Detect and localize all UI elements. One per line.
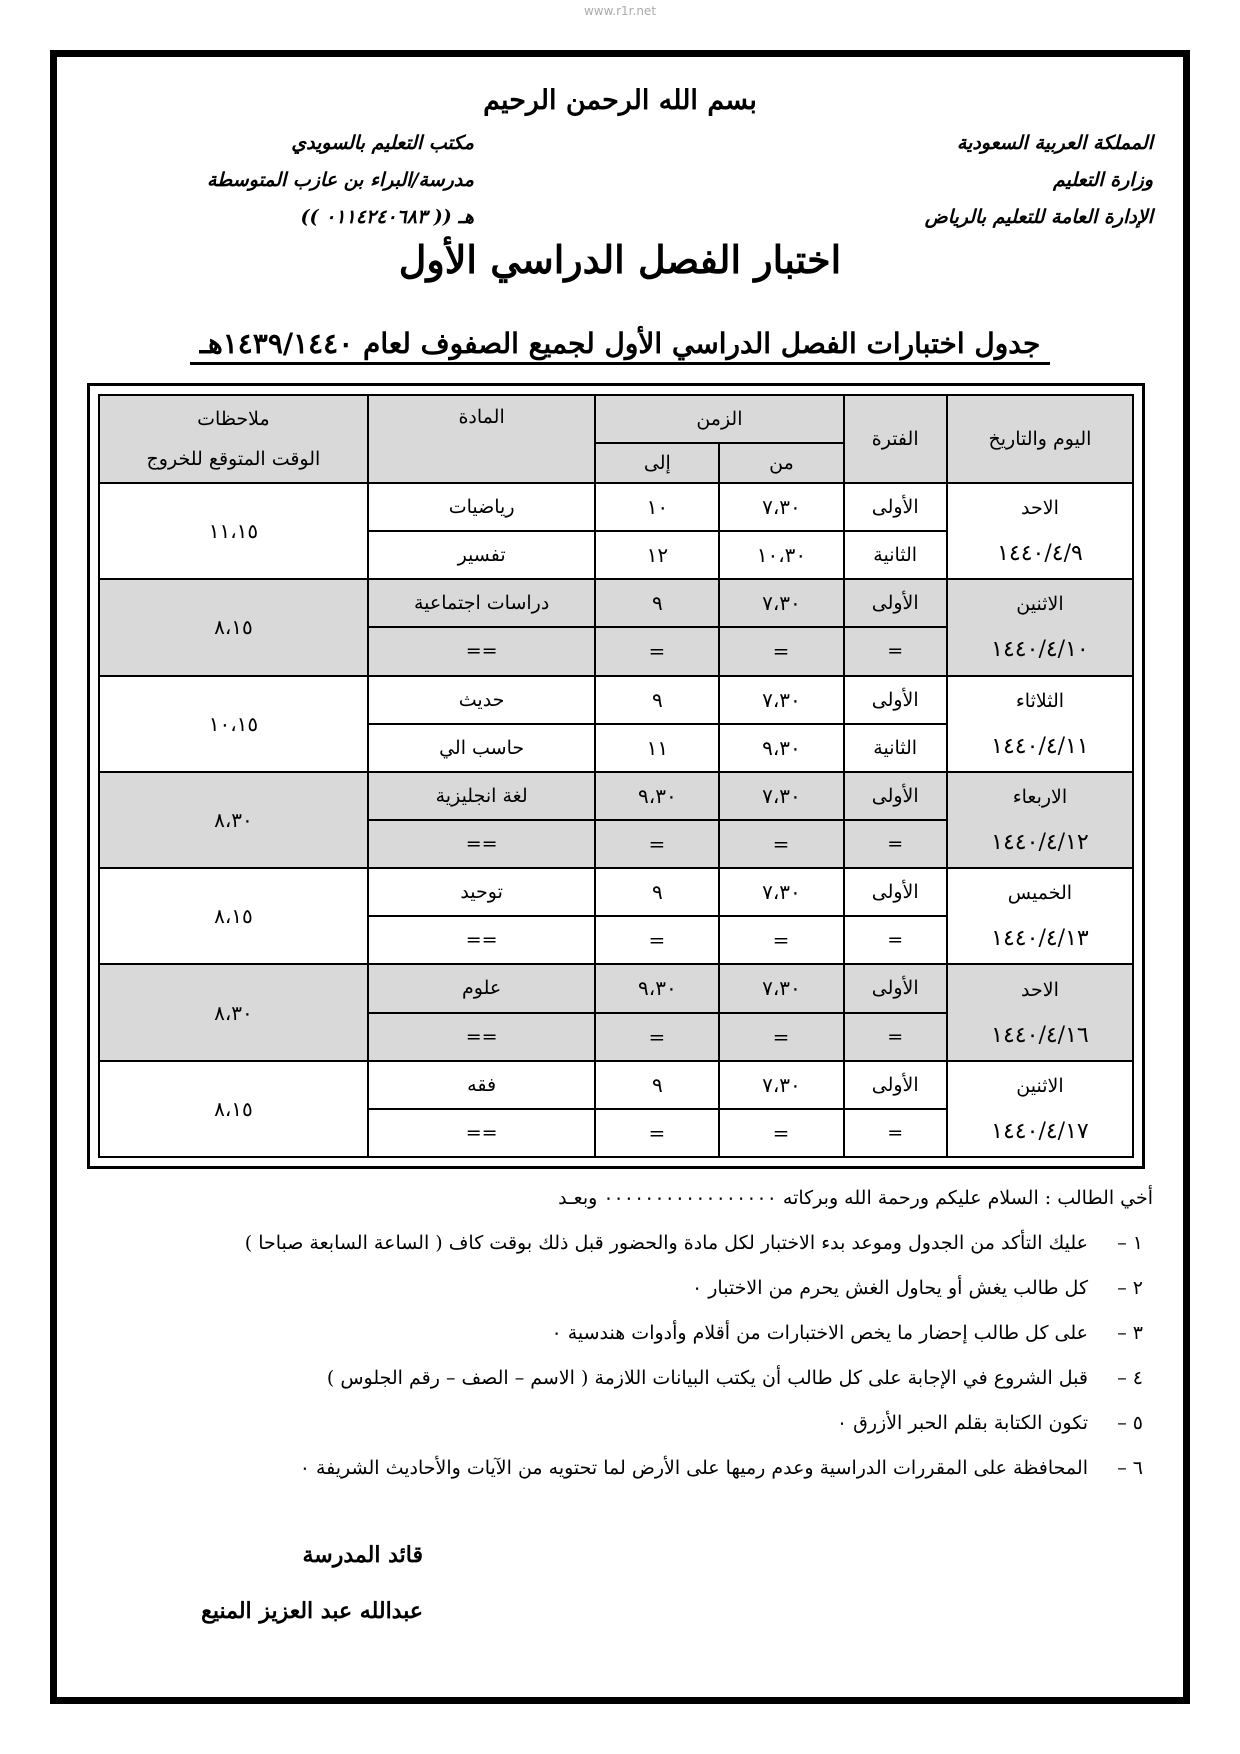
day-name: الاثنين [1016,593,1064,616]
instructions [83,1183,1153,1491]
time-to-cell: ٩،٣٠ [595,772,719,820]
period-cell: = [844,1013,947,1061]
period-cell: الأولى [844,579,947,627]
header-country: المملكة العربية السعودية [956,132,1153,154]
time-from-cell: ٧،٣٠ [719,483,843,531]
header-notes-title: ملاحظات [197,408,270,430]
exam-date: ١٤٤٠/٤/١١ [991,733,1089,759]
exam-date: ١٤٤٠/٤/٩ [997,541,1083,567]
table-row [99,579,1133,627]
time-from-cell: = [719,820,843,868]
subject-cell: علوم [368,964,595,1012]
time-to-cell: = [595,1109,719,1157]
time-to-cell: ٩،٣٠ [595,964,719,1012]
exam-date: ١٤٤٠/٤/١٢ [991,829,1089,855]
signature-name: عبدالله عبد العزيز المنيع [201,1598,423,1624]
header-office: مكتب التعليم بالسويدي [291,132,474,154]
rule-number: ٦ – [1117,1457,1143,1479]
watermark: www.r1r.net [583,4,657,18]
exam-date: ١٤٤٠/٤/١٦ [991,1022,1089,1048]
rule-item [83,1311,1153,1356]
period-cell: = [844,627,947,675]
day-name: الاحد [1021,978,1059,1001]
rule-number: ٢ – [1117,1277,1143,1299]
table-row [99,676,1133,724]
rule-number: ٤ – [1117,1367,1143,1389]
rule-text: على كل طالب إحضار ما يخص الاختبارات من أقلام وأدوات هندسية ٠ [551,1322,1088,1344]
time-from-cell: ٩،٣٠ [719,724,843,772]
day-name: الاربعاء [1012,785,1068,808]
exit-time-cell: ٨،٣٠ [99,772,368,868]
header-day-date: اليوم والتاريخ [947,395,1133,483]
rule-text: عليك التأكد من الجدول وموعد بدء الاختبار لكل مادة والحضور قبل ذلك بوقت كاف ( الساعة السابعة صباحا ) [244,1232,1088,1254]
time-to-cell: ٩ [595,868,719,916]
period-cell: الأولى [844,676,947,724]
time-to-cell: = [595,916,719,964]
rule-number: ١ – [1117,1232,1143,1254]
day-date-cell [947,579,1133,675]
schedule-table [98,394,1134,1158]
exit-time-cell: ٨،١٥ [99,868,368,964]
table-row [99,868,1133,916]
time-to-cell: ١٠ [595,483,719,531]
period-cell: = [844,916,947,964]
day-name: الاحد [1021,497,1059,520]
subject-cell: فقه [368,1061,595,1109]
time-from-cell: = [719,1013,843,1061]
exit-time-cell: ١٠،١٥ [99,676,368,772]
rule-text: تكون الكتابة بقلم الحبر الأزرق ٠ [836,1412,1088,1434]
rule-number: ٣ – [1117,1322,1143,1344]
time-to-cell: = [595,627,719,675]
time-to-cell: ١٢ [595,531,719,579]
period-cell: الثانية [844,531,947,579]
schedule-title [57,327,1183,360]
period-cell: الأولى [844,1061,947,1109]
exam-date: ١٤٤٠/٤/١٠ [991,637,1089,663]
rule-item [83,1401,1153,1446]
day-name: الخميس [1007,882,1073,905]
greeting: أخي الطالب : السلام عليكم ورحمة الله وبركاته ٠٠٠٠٠٠٠٠٠٠٠٠٠٠٠٠٠ وبعـد [558,1187,1153,1209]
rule-item [83,1266,1153,1311]
rule-item [83,1221,1153,1266]
day-name: الثلاثاء [1015,689,1065,712]
day-date-cell [947,1061,1133,1157]
rule-item [83,1446,1153,1491]
time-to-cell: ٩ [595,1061,719,1109]
subject-cell: == [368,1013,595,1061]
subject-cell: دراسات اجتماعية [368,579,595,627]
exam-title: اختبار الفصل الدراسي الأول [398,237,842,282]
time-from-cell: ٧،٣٠ [719,676,843,724]
rule-text: قبل الشروع في الإجابة على كل طالب أن يكتب البيانات اللازمة ( الاسم – الصف – رقم الجلوس ) [326,1367,1088,1389]
subject-cell: توحيد [368,868,595,916]
rule-item [83,1356,1153,1401]
period-cell: الأولى [844,483,947,531]
time-to-cell: ٩ [595,579,719,627]
schedule-title-text: جدول اختبارات الفصل الدراسي الأول لجميع الصفوف لعام ١٤٣٩/١٤٤٠هـ [190,327,1051,365]
time-from-cell: ٧،٣٠ [719,868,843,916]
time-to-cell: ٩ [595,676,719,724]
header-ministry: وزارة التعليم [1052,169,1153,191]
header-notes-exit: الوقت المتوقع للخروج [146,448,321,470]
day-date-cell [947,772,1133,868]
header-school: مدرسة/البراء بن عازب المتوسطة [207,169,474,191]
exam-date: ١٤٤٠/٤/١٣ [991,926,1089,952]
subject-cell: == [368,820,595,868]
time-from-cell: ٧،٣٠ [719,772,843,820]
time-from-cell: = [719,627,843,675]
rule-number: ٥ – [1117,1412,1143,1434]
subject-cell: رياضيات [368,483,595,531]
basmala: بسم الله الرحمن الرحيم [483,85,757,116]
time-from-cell: = [719,916,843,964]
time-to-cell: = [595,1013,719,1061]
subject-cell: == [368,916,595,964]
header-left [207,125,474,236]
time-to-cell: = [595,820,719,868]
subject-cell: حاسب الي [368,724,595,772]
table-row [99,772,1133,820]
period-cell: الثانية [844,724,947,772]
time-from-cell: ٧،٣٠ [719,1061,843,1109]
day-date-cell [947,483,1133,579]
subject-cell: لغة انجليزية [368,772,595,820]
period-cell: الأولى [844,772,947,820]
day-date-cell [947,868,1133,964]
exam-date: ١٤٤٠/٤/١٧ [991,1118,1089,1144]
table-row [99,1061,1133,1109]
header-right [925,125,1153,236]
time-from-cell: = [719,1109,843,1157]
signature-block [201,1527,423,1639]
table-row [99,964,1133,1012]
period-cell: = [844,820,947,868]
subject-cell: تفسير [368,531,595,579]
exit-time-cell: ٨،١٥ [99,579,368,675]
page-frame [50,50,1190,1704]
header-directorate: الإدارة العامة للتعليم بالرياض [924,206,1153,228]
period-cell: الأولى [844,868,947,916]
time-from-cell: ٧،٣٠ [719,579,843,627]
rule-text: كل طالب يغش أو يحاول الغش يحرم من الاختبار ٠ [691,1277,1088,1299]
subject-cell: حديث [368,676,595,724]
header-period: الفترة [844,395,947,483]
table-row [99,483,1133,531]
header-phone: هـ (( ٠١١٤٢٤٠٦٨٣ )) [300,206,474,228]
exit-time-cell: ٨،١٥ [99,1061,368,1157]
time-from-cell: ١٠،٣٠ [719,531,843,579]
exit-time-cell: ٨،٣٠ [99,964,368,1060]
rule-text: المحافظة على المقررات الدراسية وعدم رميها على الأرض لما تحتويه من الآيات والأحاديث الشريفة ٠ [299,1457,1088,1479]
period-cell: = [844,1109,947,1157]
header-from: من [719,443,843,483]
day-date-cell [947,676,1133,772]
time-to-cell: ١١ [595,724,719,772]
exit-time-cell: ١١،١٥ [99,483,368,579]
period-cell: الأولى [844,964,947,1012]
subject-cell: == [368,627,595,675]
header-to: إلى [595,443,719,483]
day-date-cell [947,964,1133,1060]
day-name: الاثنين [1016,1074,1064,1097]
header-time: الزمن [595,395,843,443]
header-notes [99,395,368,483]
time-from-cell: ٧،٣٠ [719,964,843,1012]
rules-list [83,1221,1153,1491]
header-subject: المادة [368,395,595,483]
subject-cell: == [368,1109,595,1157]
schedule-table-frame [87,383,1145,1169]
signature-role: قائد المدرسة [302,1542,423,1568]
